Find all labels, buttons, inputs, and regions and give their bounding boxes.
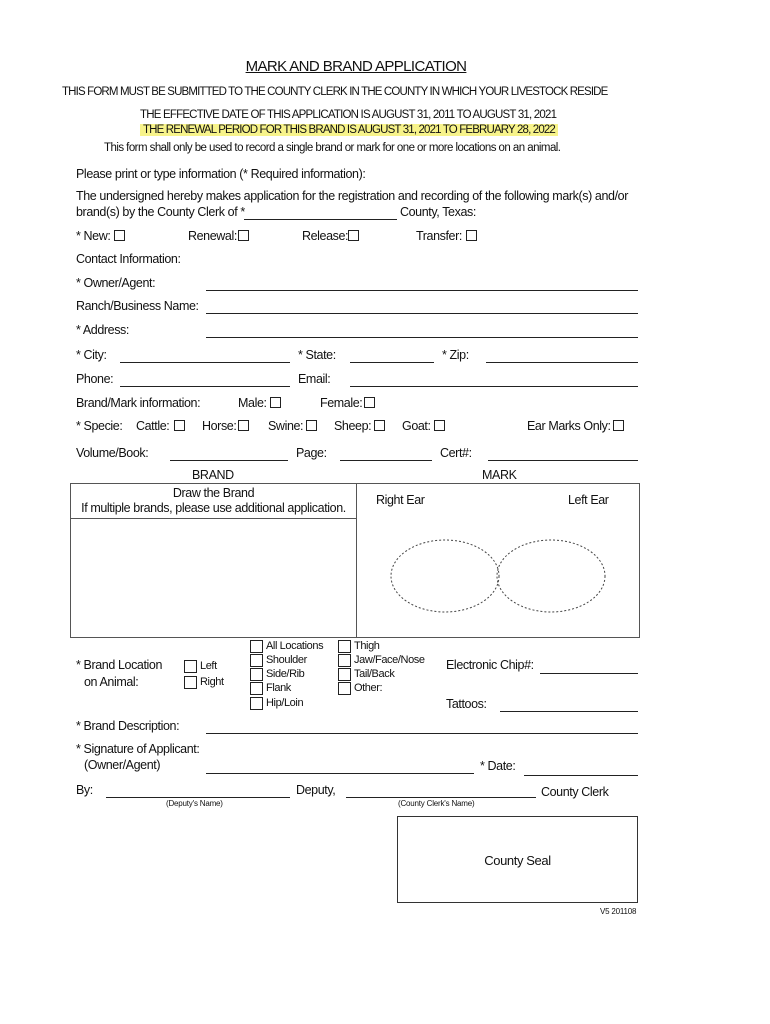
hip-loin-label: Hip/Loin xyxy=(266,697,304,709)
on-animal-label: on Animal: xyxy=(84,675,139,689)
tail-back-checkbox[interactable] xyxy=(338,668,351,681)
right-ear-label: Right Ear xyxy=(376,493,425,507)
horse-checkbox[interactable] xyxy=(238,420,249,431)
new-checkbox[interactable] xyxy=(114,230,125,241)
mark-heading: MARK xyxy=(482,468,517,482)
cattle-label: Cattle: xyxy=(136,419,170,433)
release-checkbox[interactable] xyxy=(348,230,359,241)
brand-description-label: * Brand Description: xyxy=(76,719,180,733)
city-field[interactable] xyxy=(120,362,290,363)
sheep-label: Sheep: xyxy=(334,419,372,433)
county-clerk-name-caption: (County Clerk's Name) xyxy=(398,799,475,808)
flank-checkbox[interactable] xyxy=(250,682,263,695)
city-label: * City: xyxy=(76,348,107,362)
flank-label: Flank xyxy=(266,682,291,694)
phone-field[interactable] xyxy=(120,386,290,387)
swine-checkbox[interactable] xyxy=(306,420,317,431)
form-version: V5 201108 xyxy=(600,907,637,916)
tail-back-label: Tail/Back xyxy=(354,668,395,680)
goat-checkbox[interactable] xyxy=(434,420,445,431)
cert-field[interactable] xyxy=(488,460,638,461)
zip-label: * Zip: xyxy=(442,348,469,362)
left-ear-label: Left Ear xyxy=(568,493,609,507)
female-label: Female: xyxy=(320,396,363,410)
undersigned-line-2: brand(s) by the County Clerk of * xyxy=(76,205,245,219)
all-locations-label: All Locations xyxy=(266,640,324,652)
transfer-label: Transfer: xyxy=(416,229,462,243)
sheep-checkbox[interactable] xyxy=(374,420,385,431)
brand-location-label: * Brand Location xyxy=(76,658,163,672)
header-line-3-highlight: THE RENEWAL PERIOD FOR THIS BRAND IS AUGUST 31, 2021 TO FEBRUARY 28, 2022 xyxy=(140,124,558,136)
cert-label: Cert#: xyxy=(440,446,472,460)
electronic-chip-label: Electronic Chip#: xyxy=(446,658,534,672)
ranch-field[interactable] xyxy=(206,313,638,314)
right-side-checkbox[interactable] xyxy=(184,676,197,689)
ear-marks-checkbox[interactable] xyxy=(613,420,624,431)
county-clerk-name-field[interactable] xyxy=(346,797,536,798)
county-clerk-label: County Clerk xyxy=(541,785,609,799)
brand-heading: BRAND xyxy=(192,468,234,482)
contact-heading: Contact Information: xyxy=(76,252,181,266)
state-label: * State: xyxy=(298,348,336,362)
phone-label: Phone: xyxy=(76,372,114,386)
male-checkbox[interactable] xyxy=(270,397,281,408)
side-rib-label: Side/Rib xyxy=(266,668,305,680)
owner-label: * Owner/Agent: xyxy=(76,276,156,290)
right-side-label: Right xyxy=(200,676,224,688)
signature-label: * Signature of Applicant: xyxy=(76,742,200,756)
state-field[interactable] xyxy=(350,362,434,363)
left-side-label: Left xyxy=(200,660,217,672)
electronic-chip-field[interactable] xyxy=(540,673,638,674)
header-line-1: THIS FORM MUST BE SUBMITTED TO THE COUNTY CLERK IN THE COUNTY IN WHICH YOUR LIVESTOCK RESIDE xyxy=(62,86,608,98)
page-field[interactable] xyxy=(340,460,432,461)
release-label: Release: xyxy=(302,229,349,243)
brand-drawing-area[interactable] xyxy=(70,518,357,638)
signature-sublabel: (Owner/Agent) xyxy=(84,758,161,772)
renewal-label: Renewal: xyxy=(188,229,237,243)
tattoos-field[interactable] xyxy=(500,711,638,712)
goat-label: Goat: xyxy=(402,419,431,433)
shoulder-label: Shoulder xyxy=(266,654,307,666)
other-location-label: Other: xyxy=(354,682,383,694)
jaw-face-nose-checkbox[interactable] xyxy=(338,654,351,667)
transfer-checkbox[interactable] xyxy=(466,230,477,241)
county-suffix: County, Texas: xyxy=(400,205,476,219)
email-field[interactable] xyxy=(350,386,638,387)
ear-outline-diagram xyxy=(388,536,618,616)
email-label: Email: xyxy=(298,372,331,386)
jaw-face-nose-label: Jaw/Face/Nose xyxy=(354,654,425,666)
all-locations-checkbox[interactable] xyxy=(250,640,263,653)
zip-field[interactable] xyxy=(486,362,638,363)
new-label: * New: xyxy=(76,229,111,243)
shoulder-checkbox[interactable] xyxy=(250,654,263,667)
address-label: * Address: xyxy=(76,323,129,337)
brand-description-field[interactable] xyxy=(206,733,638,734)
undersigned-line-1: The undersigned hereby makes application for the registration and recording of the following mark(s) and/or xyxy=(76,189,628,203)
required-note: Please print or type information (* Required information): xyxy=(76,167,366,181)
male-label: Male: xyxy=(238,396,267,410)
specie-label: * Specie: xyxy=(76,419,123,433)
draw-brand-title: Draw the Brand xyxy=(172,486,255,500)
county-field[interactable] xyxy=(244,219,397,220)
page-label: Page: xyxy=(296,446,327,460)
ranch-label: Ranch/Business Name: xyxy=(76,299,199,313)
deputy-name-caption: (Deputy's Name) xyxy=(166,799,223,808)
date-field[interactable] xyxy=(524,775,638,776)
tattoos-label: Tattoos: xyxy=(446,697,487,711)
other-location-checkbox[interactable] xyxy=(338,682,351,695)
deputy-label: Deputy, xyxy=(296,783,336,797)
owner-field[interactable] xyxy=(206,290,638,291)
horse-label: Horse: xyxy=(202,419,237,433)
swine-label: Swine: xyxy=(268,419,304,433)
date-label: * Date: xyxy=(480,759,516,773)
volume-field[interactable] xyxy=(170,460,288,461)
hip-loin-checkbox[interactable] xyxy=(250,697,263,710)
brand-info-heading: Brand/Mark information: xyxy=(76,396,201,410)
signature-field[interactable] xyxy=(206,773,474,774)
form-title: MARK AND BRAND APPLICATION xyxy=(245,58,467,75)
county-seal-label: County Seal xyxy=(484,853,551,868)
header-line-4: This form shall only be used to record a single brand or mark for one or more locations on an animal. xyxy=(104,142,561,154)
female-checkbox[interactable] xyxy=(364,397,375,408)
side-rib-checkbox[interactable] xyxy=(250,668,263,681)
ear-marks-label: Ear Marks Only: xyxy=(527,419,611,433)
volume-label: Volume/Book: xyxy=(76,446,149,460)
thigh-checkbox[interactable] xyxy=(338,640,351,653)
address-field[interactable] xyxy=(206,337,638,338)
header-line-2: THE EFFECTIVE DATE OF THIS APPLICATION IS AUGUST 31, 2011 TO AUGUST 31, 2021 xyxy=(140,109,557,121)
by-label: By: xyxy=(76,783,93,797)
draw-brand-subtitle: If multiple brands, please use additional application. xyxy=(81,501,346,515)
left-side-checkbox[interactable] xyxy=(184,660,197,673)
cattle-checkbox[interactable] xyxy=(174,420,185,431)
renewal-checkbox[interactable] xyxy=(238,230,249,241)
deputy-name-field[interactable] xyxy=(106,797,290,798)
thigh-label: Thigh xyxy=(354,640,380,652)
